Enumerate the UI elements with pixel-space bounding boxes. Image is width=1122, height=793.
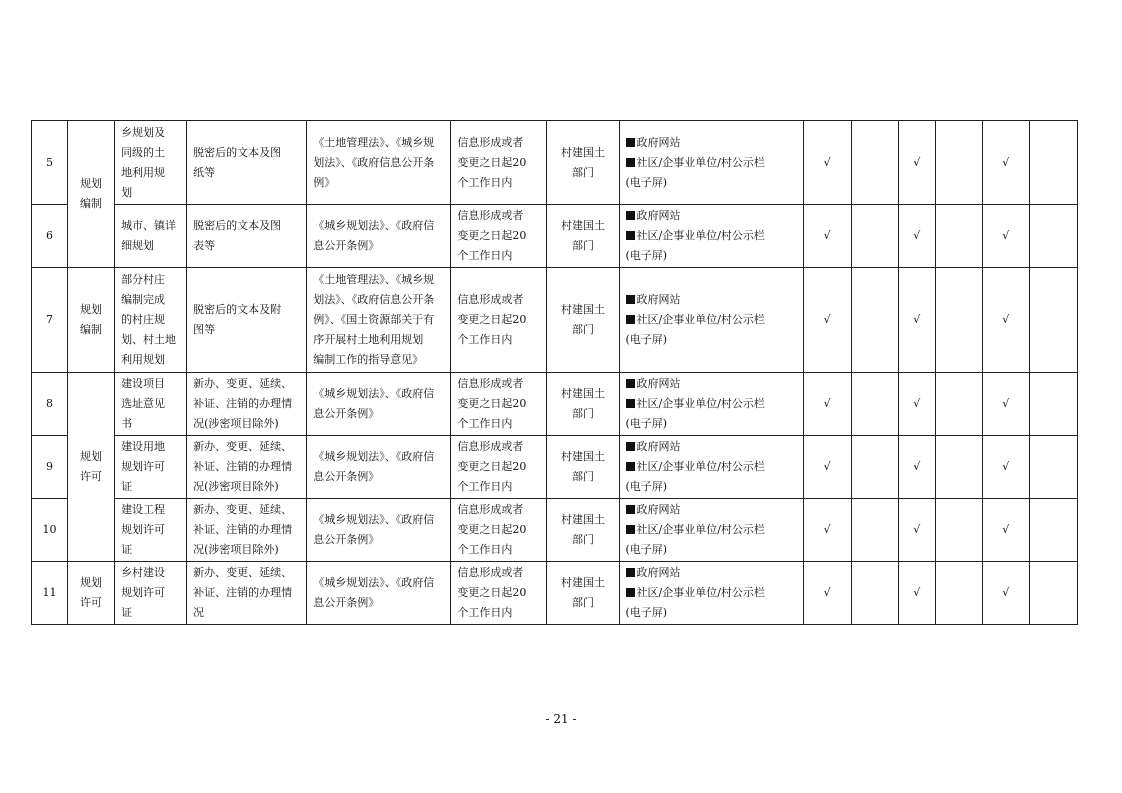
channel-text: 社区/企事业单位/村公示栏 bbox=[636, 313, 765, 326]
row-number-cell: 5 bbox=[32, 121, 68, 205]
channel-text: (电子屏) bbox=[625, 417, 668, 430]
item-cell bbox=[115, 268, 187, 373]
channel-text: (电子屏) bbox=[625, 249, 668, 262]
row-number-cell: 8 bbox=[32, 373, 68, 436]
check-cell bbox=[935, 373, 982, 436]
item-line: 的村庄规 bbox=[121, 313, 166, 326]
deadline-line: 个工作日内 bbox=[457, 333, 513, 346]
row-number-cell: 10 bbox=[32, 499, 68, 562]
table-row bbox=[32, 373, 1078, 436]
category-cell bbox=[68, 121, 115, 268]
content-line: 补证、注销的办理情 bbox=[193, 397, 293, 410]
deadline-line: 变更之日起20 bbox=[457, 313, 527, 326]
item-cell bbox=[115, 373, 187, 436]
item-line: 同级的土 bbox=[121, 145, 166, 159]
deadline-cell bbox=[451, 121, 547, 205]
content-cell bbox=[187, 205, 307, 268]
basis-cell bbox=[307, 562, 451, 625]
page-number: - 21 - bbox=[545, 712, 577, 726]
check-cell: √ bbox=[803, 436, 851, 499]
row-number-cell: 6 bbox=[32, 205, 68, 268]
table-row bbox=[32, 562, 1078, 625]
item-line: 细规划 bbox=[121, 239, 155, 252]
item-line: 证 bbox=[121, 606, 133, 619]
basis-line: 息公开条例》 bbox=[313, 596, 380, 609]
deadline-line: 变更之日起20 bbox=[457, 155, 527, 169]
category-line: 规划 bbox=[80, 177, 103, 190]
filled-square-icon bbox=[626, 158, 635, 167]
basis-cell bbox=[307, 373, 451, 436]
channel-text: (电子屏) bbox=[625, 606, 668, 619]
channels-cell bbox=[619, 373, 803, 436]
item-line: 建设项目 bbox=[121, 377, 166, 390]
channel-text: (电子屏) bbox=[625, 543, 668, 556]
content-line: 脱密后的文本及图 bbox=[193, 145, 282, 159]
channel-line bbox=[626, 330, 799, 350]
item-line: 选址意见 bbox=[121, 397, 166, 410]
item-cell bbox=[115, 436, 187, 499]
subject-line: 部门 bbox=[571, 470, 594, 483]
channel-text: 政府网站 bbox=[636, 440, 681, 453]
check-cell bbox=[851, 562, 898, 625]
table-row bbox=[32, 205, 1078, 268]
check-cell: √ bbox=[898, 562, 935, 625]
check-cell: √ bbox=[898, 436, 935, 499]
item-line: 利用规划 bbox=[121, 353, 166, 366]
subject-cell bbox=[547, 205, 619, 268]
subject-line: 村建国土 bbox=[560, 576, 605, 589]
item-line: 部分村庄 bbox=[121, 273, 166, 286]
subject-cell bbox=[547, 373, 619, 436]
subject-line: 村建国土 bbox=[560, 303, 605, 316]
basis-cell bbox=[307, 268, 451, 373]
content-line: 新办、变更、延续、 bbox=[193, 440, 293, 453]
basis-line: 划法》、《政府信息公开条 bbox=[313, 155, 435, 169]
filled-square-icon bbox=[626, 588, 635, 597]
item-cell bbox=[115, 562, 187, 625]
check-cell: √ bbox=[803, 205, 851, 268]
deadline-line: 个工作日内 bbox=[457, 417, 513, 430]
subject-line: 村建国土 bbox=[560, 513, 605, 526]
category-line: 许可 bbox=[80, 470, 103, 483]
channel-text: 社区/企事业单位/村公示栏 bbox=[636, 586, 765, 599]
item-line: 编制完成 bbox=[121, 293, 166, 306]
content-line: 新办、变更、延续、 bbox=[193, 566, 293, 579]
subject-line: 部门 bbox=[571, 323, 594, 336]
check-cell bbox=[851, 205, 898, 268]
item-line: 地利用规 bbox=[121, 165, 166, 179]
filled-square-icon bbox=[626, 315, 635, 324]
channel-text: 政府网站 bbox=[636, 566, 681, 579]
basis-line: 息公开条例》 bbox=[313, 239, 380, 252]
item-line: 证 bbox=[121, 480, 133, 493]
table-row bbox=[32, 499, 1078, 562]
channel-text: 社区/企事业单位/村公示栏 bbox=[636, 229, 765, 242]
basis-line: 划法》、《政府信息公开条 bbox=[313, 293, 435, 306]
basis-cell bbox=[307, 499, 451, 562]
deadline-line: 个工作日内 bbox=[457, 175, 513, 189]
subject-line: 村建国土 bbox=[560, 450, 605, 463]
channel-line bbox=[626, 520, 799, 540]
basis-line: 息公开条例》 bbox=[313, 533, 380, 546]
disclosure-table bbox=[31, 120, 1078, 625]
check-cell bbox=[1029, 562, 1077, 625]
item-line: 划 bbox=[121, 185, 133, 199]
filled-square-icon bbox=[626, 568, 635, 577]
filled-square-icon bbox=[626, 442, 635, 451]
deadline-line: 个工作日内 bbox=[457, 543, 513, 556]
filled-square-icon bbox=[626, 211, 635, 220]
basis-line: 例》、《国土资源部关于有 bbox=[313, 313, 435, 326]
deadline-cell bbox=[451, 436, 547, 499]
channel-text: 社区/企事业单位/村公示栏 bbox=[636, 523, 765, 536]
channels-cell bbox=[619, 205, 803, 268]
filled-square-icon bbox=[626, 462, 635, 471]
check-cell: √ bbox=[982, 205, 1029, 268]
item-line: 规划许可 bbox=[121, 460, 166, 473]
channel-line bbox=[626, 246, 799, 266]
check-cell: √ bbox=[803, 121, 851, 205]
check-cell: √ bbox=[803, 268, 851, 373]
channel-text: 政府网站 bbox=[636, 293, 681, 306]
content-line: 况(涉密项目除外) bbox=[193, 480, 279, 493]
table-row bbox=[32, 436, 1078, 499]
check-cell bbox=[851, 499, 898, 562]
subject-line: 村建国土 bbox=[560, 219, 605, 232]
filled-square-icon bbox=[626, 231, 635, 240]
basis-line: 息公开条例》 bbox=[313, 407, 380, 420]
check-cell bbox=[1029, 436, 1077, 499]
item-line: 书 bbox=[121, 417, 133, 430]
check-cell: √ bbox=[898, 373, 935, 436]
filled-square-icon bbox=[626, 379, 635, 388]
check-cell: √ bbox=[982, 436, 1029, 499]
channel-line bbox=[626, 540, 799, 560]
check-cell: √ bbox=[803, 373, 851, 436]
item-line: 城市、镇详 bbox=[121, 219, 177, 232]
content-line: 纸等 bbox=[193, 165, 216, 179]
channel-line bbox=[626, 414, 799, 434]
check-cell: √ bbox=[898, 121, 935, 205]
category-line: 规划 bbox=[80, 576, 103, 589]
channels-cell bbox=[619, 268, 803, 373]
filled-square-icon bbox=[626, 505, 635, 514]
channels-cell bbox=[619, 121, 803, 205]
check-cell bbox=[1029, 121, 1077, 205]
check-cell bbox=[1029, 205, 1077, 268]
deadline-cell bbox=[451, 562, 547, 625]
check-cell bbox=[935, 121, 982, 205]
basis-line: 《城乡规划法》、《政府信 bbox=[313, 219, 435, 232]
subject-cell bbox=[547, 562, 619, 625]
basis-cell bbox=[307, 205, 451, 268]
basis-line: 例》 bbox=[313, 175, 336, 189]
channel-text: 政府网站 bbox=[636, 209, 681, 222]
check-cell: √ bbox=[898, 205, 935, 268]
content-cell bbox=[187, 562, 307, 625]
content-line: 补证、注销的办理情 bbox=[193, 586, 293, 599]
check-cell: √ bbox=[803, 562, 851, 625]
channel-line bbox=[626, 500, 799, 520]
channel-line bbox=[626, 583, 799, 603]
channel-line bbox=[626, 603, 799, 623]
channels-cell bbox=[619, 436, 803, 499]
category-line: 许可 bbox=[80, 596, 103, 609]
check-cell bbox=[935, 436, 982, 499]
check-cell bbox=[935, 562, 982, 625]
deadline-line: 信息形成或者 bbox=[457, 377, 524, 390]
basis-cell bbox=[307, 436, 451, 499]
check-cell bbox=[851, 121, 898, 205]
deadline-line: 变更之日起20 bbox=[457, 523, 527, 536]
subject-line: 部门 bbox=[571, 407, 594, 420]
channel-line bbox=[626, 290, 799, 310]
deadline-line: 信息形成或者 bbox=[457, 440, 524, 453]
content-cell bbox=[187, 499, 307, 562]
content-line: 脱密后的文本及图 bbox=[193, 219, 282, 232]
channel-line bbox=[626, 153, 799, 173]
table-row bbox=[32, 121, 1078, 205]
item-line: 证 bbox=[121, 543, 133, 556]
channel-line bbox=[626, 394, 799, 414]
check-cell bbox=[851, 373, 898, 436]
channel-text: 社区/企事业单位/村公示栏 bbox=[636, 397, 765, 410]
channel-line bbox=[626, 226, 799, 246]
category-line: 规划 bbox=[80, 303, 103, 316]
row-number-cell: 7 bbox=[32, 268, 68, 373]
channel-line bbox=[626, 457, 799, 477]
channel-text: 政府网站 bbox=[636, 503, 681, 516]
check-cell: √ bbox=[982, 373, 1029, 436]
basis-cell bbox=[307, 121, 451, 205]
subject-line: 部门 bbox=[571, 165, 594, 179]
check-cell bbox=[935, 268, 982, 373]
content-cell bbox=[187, 268, 307, 373]
content-line: 补证、注销的办理情 bbox=[193, 523, 293, 536]
basis-line: 息公开条例》 bbox=[313, 470, 380, 483]
check-cell bbox=[1029, 373, 1077, 436]
channel-text: 政府网站 bbox=[636, 135, 681, 149]
filled-square-icon bbox=[626, 525, 635, 534]
content-line: 补证、注销的办理情 bbox=[193, 460, 293, 473]
check-cell: √ bbox=[982, 268, 1029, 373]
channel-text: 社区/企事业单位/村公示栏 bbox=[636, 155, 765, 169]
channel-text: (电子屏) bbox=[625, 480, 668, 493]
subject-line: 部门 bbox=[571, 596, 594, 609]
subject-cell bbox=[547, 436, 619, 499]
content-line: 况 bbox=[193, 606, 205, 619]
channel-line bbox=[626, 563, 799, 583]
deadline-line: 变更之日起20 bbox=[457, 229, 527, 242]
deadline-cell bbox=[451, 268, 547, 373]
content-line: 新办、变更、延续、 bbox=[193, 503, 293, 516]
channel-line bbox=[626, 133, 799, 153]
channel-line bbox=[626, 437, 799, 457]
basis-line: 《城乡规划法》、《政府信 bbox=[313, 387, 435, 400]
check-cell: √ bbox=[982, 499, 1029, 562]
deadline-cell bbox=[451, 499, 547, 562]
subject-cell bbox=[547, 268, 619, 373]
item-line: 建设工程 bbox=[121, 503, 166, 516]
item-cell bbox=[115, 205, 187, 268]
content-line: 图等 bbox=[193, 323, 216, 336]
deadline-line: 个工作日内 bbox=[457, 606, 513, 619]
check-cell: √ bbox=[898, 499, 935, 562]
item-line: 划、村土地 bbox=[121, 333, 177, 346]
channel-line bbox=[626, 477, 799, 497]
item-line: 规划许可 bbox=[121, 586, 166, 599]
row-number-cell: 9 bbox=[32, 436, 68, 499]
basis-line: 《城乡规划法》、《政府信 bbox=[313, 576, 435, 589]
deadline-line: 变更之日起20 bbox=[457, 397, 527, 410]
deadline-line: 变更之日起20 bbox=[457, 460, 527, 473]
check-cell: √ bbox=[982, 562, 1029, 625]
category-cell bbox=[68, 373, 115, 562]
channel-text: (电子屏) bbox=[625, 333, 668, 346]
subject-line: 村建国土 bbox=[560, 145, 605, 159]
item-line: 乡规划及 bbox=[121, 125, 166, 139]
deadline-line: 个工作日内 bbox=[457, 480, 513, 493]
channels-cell bbox=[619, 562, 803, 625]
category-line: 编制 bbox=[80, 323, 103, 336]
deadline-cell bbox=[451, 205, 547, 268]
check-cell: √ bbox=[803, 499, 851, 562]
filled-square-icon bbox=[626, 399, 635, 408]
item-line: 乡村建设 bbox=[121, 566, 166, 579]
content-cell bbox=[187, 373, 307, 436]
deadline-line: 信息形成或者 bbox=[457, 566, 524, 579]
channel-line bbox=[626, 206, 799, 226]
content-cell bbox=[187, 121, 307, 205]
subject-line: 村建国土 bbox=[560, 387, 605, 400]
deadline-line: 信息形成或者 bbox=[457, 209, 524, 222]
item-line: 建设用地 bbox=[121, 440, 166, 453]
deadline-line: 变更之日起20 bbox=[457, 586, 527, 599]
check-cell bbox=[935, 205, 982, 268]
channel-text: 政府网站 bbox=[636, 377, 681, 390]
deadline-line: 信息形成或者 bbox=[457, 135, 524, 149]
deadline-cell bbox=[451, 373, 547, 436]
content-cell bbox=[187, 436, 307, 499]
row-number-cell: 11 bbox=[32, 562, 68, 625]
check-cell bbox=[851, 436, 898, 499]
check-cell bbox=[851, 268, 898, 373]
content-line: 况(涉密项目除外) bbox=[193, 417, 279, 430]
basis-line: 编制工作的指导意见》 bbox=[313, 353, 424, 366]
item-line: 规划许可 bbox=[121, 523, 166, 536]
deadline-line: 个工作日内 bbox=[457, 249, 513, 262]
check-cell: √ bbox=[898, 268, 935, 373]
table-row bbox=[32, 268, 1078, 373]
item-cell bbox=[115, 121, 187, 205]
filled-square-icon bbox=[626, 295, 635, 304]
subject-line: 部门 bbox=[571, 533, 594, 546]
basis-line: 《城乡规划法》、《政府信 bbox=[313, 450, 435, 463]
filled-square-icon bbox=[626, 138, 635, 147]
category-cell bbox=[68, 562, 115, 625]
item-cell bbox=[115, 499, 187, 562]
check-cell bbox=[1029, 499, 1077, 562]
channel-line bbox=[626, 374, 799, 394]
channels-cell bbox=[619, 499, 803, 562]
basis-line: 《土地管理法》、《城乡规 bbox=[313, 135, 435, 149]
subject-cell bbox=[547, 121, 619, 205]
channel-text: (电子屏) bbox=[625, 175, 668, 189]
channel-line bbox=[626, 310, 799, 330]
content-line: 脱密后的文本及附 bbox=[193, 303, 282, 316]
channel-text: 社区/企事业单位/村公示栏 bbox=[636, 460, 765, 473]
subject-line: 部门 bbox=[571, 239, 594, 252]
deadline-line: 信息形成或者 bbox=[457, 293, 524, 306]
content-line: 表等 bbox=[193, 239, 216, 252]
content-line: 况(涉密项目除外) bbox=[193, 543, 279, 556]
deadline-line: 信息形成或者 bbox=[457, 503, 524, 516]
subject-cell bbox=[547, 499, 619, 562]
check-cell: √ bbox=[982, 121, 1029, 205]
check-cell bbox=[935, 499, 982, 562]
basis-line: 序开展村土地利用规划 bbox=[313, 333, 424, 346]
category-line: 规划 bbox=[80, 450, 103, 463]
basis-line: 《土地管理法》、《城乡规 bbox=[313, 273, 435, 286]
category-line: 编制 bbox=[80, 197, 103, 210]
check-cell bbox=[1029, 268, 1077, 373]
basis-line: 《城乡规划法》、《政府信 bbox=[313, 513, 435, 526]
channel-line bbox=[626, 173, 799, 193]
category-cell bbox=[68, 268, 115, 373]
content-line: 新办、变更、延续、 bbox=[193, 377, 293, 390]
